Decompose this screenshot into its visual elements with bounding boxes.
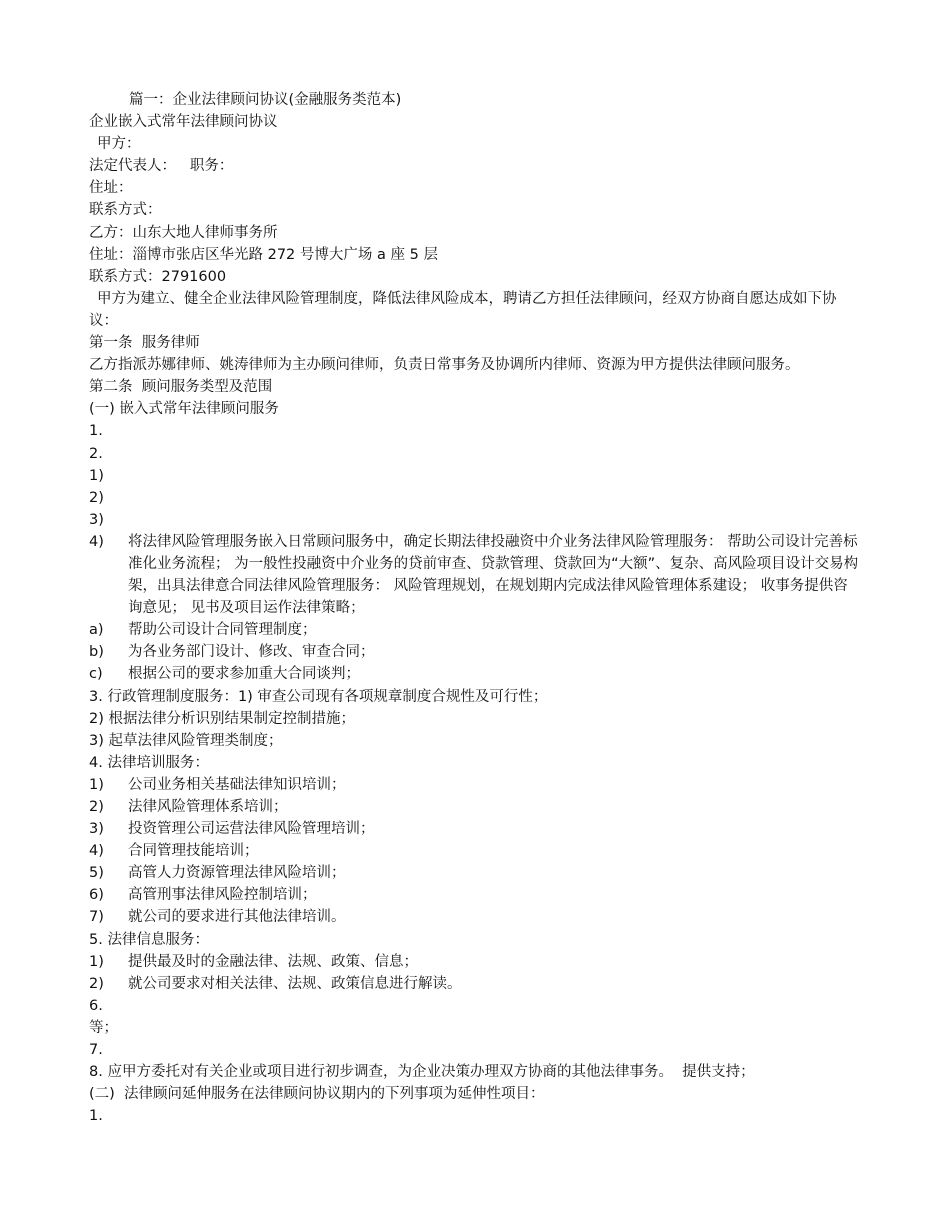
list-item-text: 就公司的要求进行其他法律培训。 [128,909,346,926]
list-item [89,951,861,973]
list-marker: 1) [89,467,104,484]
article-2-title: 第二条 顾问服务类型及范围 [89,379,273,396]
list-item [89,641,861,663]
list-item-number: b) [89,644,104,661]
list-marker: 6. [89,997,103,1014]
party-a-contact: 联系方式： [89,202,162,219]
party-b-name: 乙方：山东大地人律师事务所 [89,224,278,241]
legal-representative-line: 法定代表人： 职务： [89,158,234,175]
list-item-number: 3) [89,821,104,838]
list-item [89,531,861,619]
party-b-address: 住址：淄博市张店区华光路 272 号博大广场 a 座 5 层 [89,246,438,263]
list-item-text: 根据公司的要求参加重大合同谈判； [128,666,360,683]
list-item [89,906,861,928]
agreement-title: 企业嵌入式常年法律顾问协议 [89,114,278,131]
list-marker: 1. [89,423,103,440]
list-item-text: 合同管理技能培训； [128,843,259,860]
list-item-text: 法律风险管理体系培训； [128,799,288,815]
list-item [89,862,861,884]
list-item [89,663,861,685]
list-item [89,973,861,995]
list-item-number: 2) [89,975,104,992]
list-item-text: 提供最及时的金融法律、法规、政策、信息； [128,953,418,970]
list-item-text: 帮助公司设计合同管理制度； [128,622,317,639]
preamble-paragraph: 甲方为建立、健全企业法律风险管理制度，降低法律风险成本，聘请乙方担任法律顾问，经双方协商自愿达成如下协议： [89,290,837,329]
article-1-title: 第一条 服务律师 [89,335,200,352]
article-1-text: 乙方指派苏娜律师、姚涛律师为主办顾问律师，负责日常事务及协调所内律师、资源为甲方提供法律顾问服务。 [89,357,800,374]
list-marker: 3) [89,511,104,528]
list-item-number: 2) [89,799,104,815]
list-item [89,619,861,641]
list-marker: 1. [89,1108,103,1125]
party-a-label: 甲方： [97,136,141,153]
list-item-number: 7) [89,909,104,926]
preliminary-investigation-item: 8. 应甲方委托对有关企业或项目进行初步调查，为企业决策办理双方协商的其他法律事务。 提供支持； [89,1064,755,1081]
list-item-text: 高管刑事法律风险控制培训； [128,887,317,904]
list-item [89,840,861,862]
document-page [89,89,861,1127]
document-heading: 篇一：企业法律顾问协议(金融服务类范本) [129,92,402,108]
etc-text: 等； [89,1019,118,1036]
list-item-number: 4) [89,533,104,550]
list-item [89,796,861,818]
list-item-text: 就公司要求对相关法律、法规、政策信息进行解读。 [128,975,462,992]
list-item-number: 4) [89,843,104,860]
list-item-number: 6) [89,887,104,904]
party-b-contact: 联系方式：2791600 [89,268,227,285]
list-marker: 2. [89,445,103,462]
list-item [89,818,861,840]
section-2-title: (二) 法律顾问延伸服务在法律顾问协议期内的下列事项为延伸性项目： [89,1086,545,1103]
legal-training-service: 4. 法律培训服务： [89,754,209,771]
list-item-text: 公司业务相关基础法律知识培训； [128,776,346,793]
party-a-address: 住址： [89,180,133,197]
admin-management-service: 3. 行政管理制度服务：1) 审查公司现有各项规章制度合规性及可行性； [89,688,548,705]
admin-service-item: 2) 根据法律分析识别结果制定控制措施； [89,710,355,727]
legal-information-service: 5. 法律信息服务： [89,931,209,948]
list-item-number: 5) [89,865,104,882]
list-item-number: c) [89,666,103,683]
list-item-text: 为各业务部门设计、修改、审查合同； [128,644,375,661]
section-1-title: (一) 嵌入式常年法律顾问服务 [89,401,279,418]
list-marker: 2) [89,489,104,506]
list-item [89,774,861,796]
list-item-number: a) [89,622,104,639]
list-item-number: 1) [89,953,104,970]
list-marker: 7. [89,1042,103,1059]
list-item-text: 投资管理公司运营法律风险管理培训； [128,821,375,838]
list-item-text: 将法律风险管理服务嵌入日常顾问服务中，确定长期法律投融资中介业务法律风险管理服务： 帮助公司设计完善标准化业务流程； 为一般性投融资中介业务的贷前审查、贷款管理、贷款回为“大额”、复杂、高风险项目设计交易构架，出具法律意合同法律风险管理服务： 风险管理规划，在规划期内完成法律风险管理体系建设； 收事务提供咨询意见； 见书及项目运作法律策略； [128,533,859,617]
list-item-number: 1) [89,776,104,793]
list-item [89,884,861,906]
admin-service-item: 3) 起草法律风险管理类制度； [89,732,283,749]
list-item-text: 高管人力资源管理法律风险培训； [128,865,346,882]
